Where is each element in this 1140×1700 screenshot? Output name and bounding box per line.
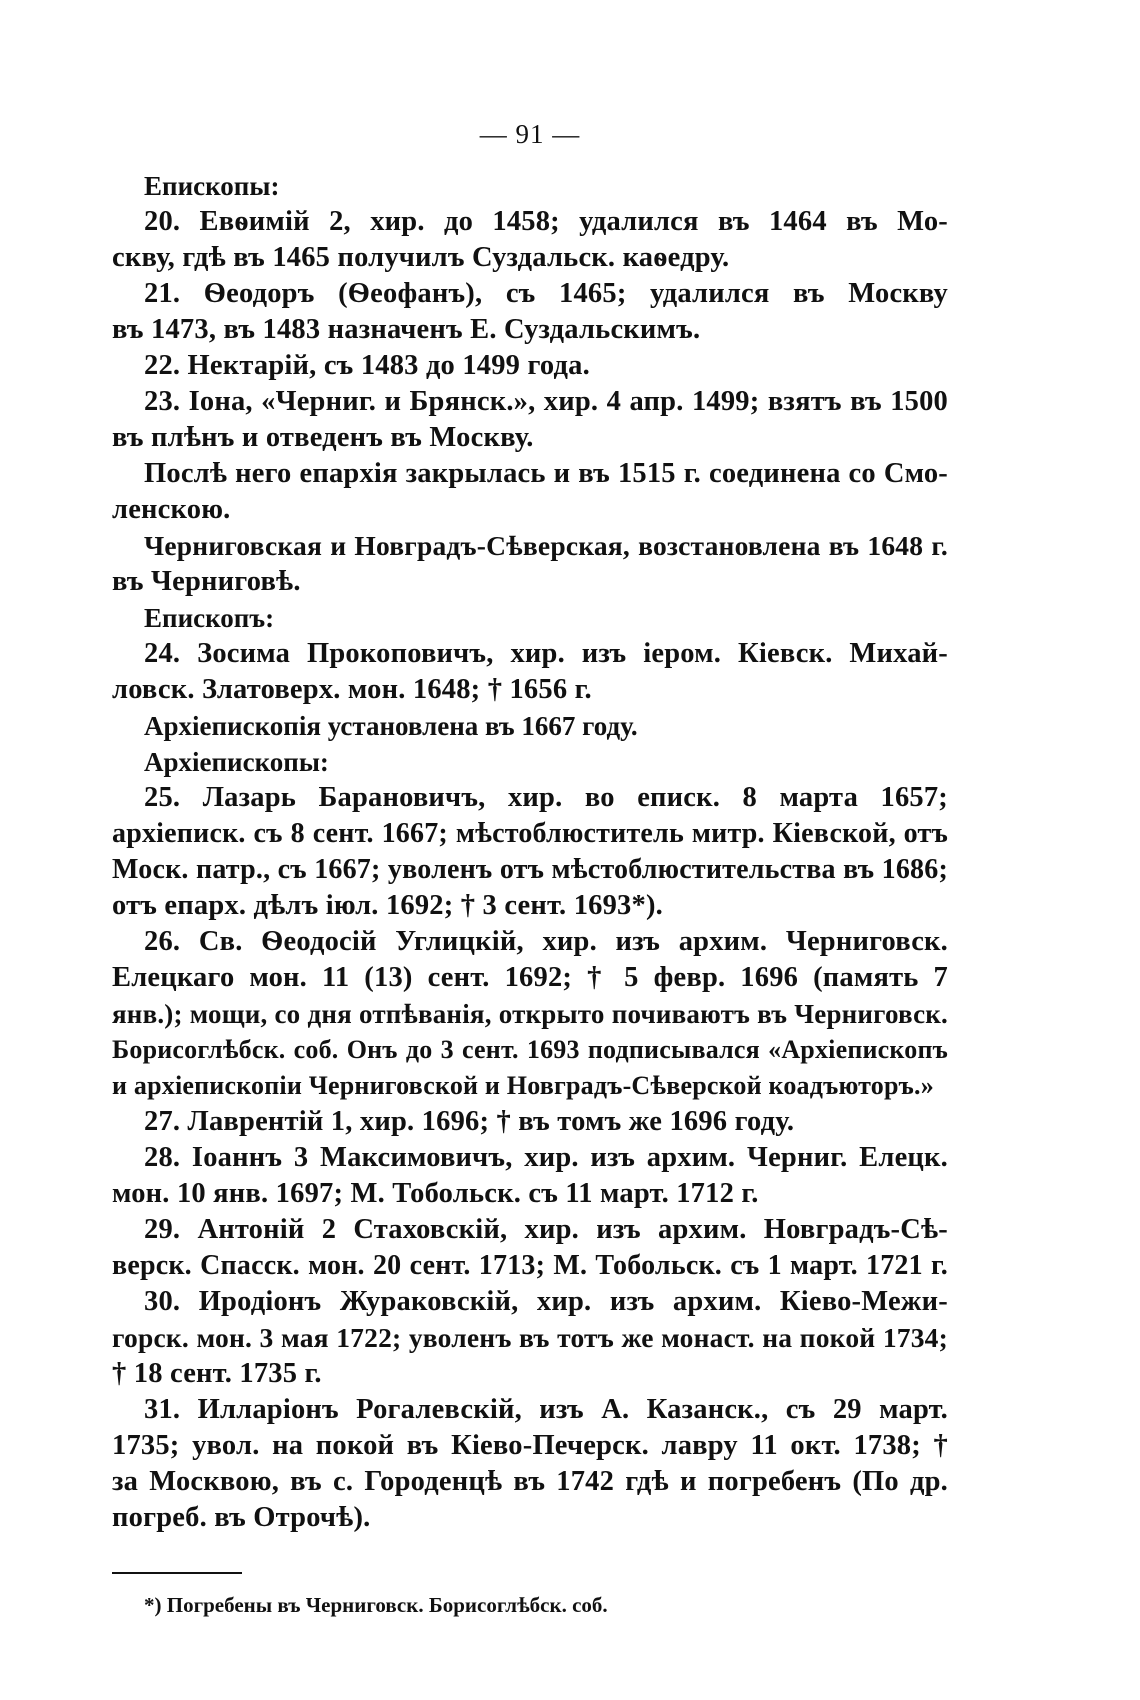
entry-31-line-3: за Москвою, въ с. Городенцѣ въ 1742 гдѣ и погребенъ (По др. [112,1466,948,1497]
entry-26-line-5: и архіепископіи Черниговской и Новградъ-Сѣверской коадъюторъ.» [112,1071,934,1100]
entry-20-line-2: скву, гдѣ въ 1465 получилъ Суздальск. каѳедру. [112,242,730,273]
entry-22-line-1: 22. Нектарій, съ 1483 до 1499 года. [144,350,590,381]
entry-24-line-1: 24. Зосима Прокоповичъ, хир. изъ іером. Кіевск. Михай- [144,638,948,669]
note-diocese-closed-line-1: Послѣ него епархія закрылась и въ 1515 г. соединена со Смо- [144,458,948,489]
entry-25-line-2: архіеписк. съ 8 сент. 1667; мѣстоблюститель митр. Кіевской, отъ [112,818,948,849]
entry-30-line-3: † 18 сент. 1735 г. [112,1358,322,1389]
entry-26-line-4: Борисоглѣбск. соб. Онъ до 3 сент. 1693 подписывался «Архіепископъ [112,1035,948,1064]
entry-29-line-2: верск. Спасск. мон. 20 сент. 1713; М. Тобольск. съ 1 март. 1721 г. [112,1250,948,1281]
note-archdiocese-established: Архіепископія установлена въ 1667 году. [144,711,638,741]
entry-23-line-2: въ плѣнъ и отведенъ въ Москву. [112,422,534,453]
entry-26-line-2: Елецкаго мон. 11 (13) сент. 1692; † 5 февр. 1696 (память 7 [112,962,948,993]
entry-31-line-2: 1735; увол. на покой въ Кіево-Печерск. лавру 11 окт. 1738; † [112,1430,948,1461]
entry-21-line-2: въ 1473, въ 1483 назначенъ Е. Суздальскимъ. [112,314,701,345]
section-heading-bishops: Епископы: [144,171,280,201]
entry-25-line-3: Моск. патр., съ 1667; уволенъ отъ мѣстоблюстительства въ 1686; [112,854,948,885]
entry-26-line-1: 26. Св. Ѳеодосій Углицкій, хир. изъ архим. Черниговск. [144,926,948,957]
entry-30-line-2: горск. мон. 3 мая 1722; уволенъ въ тотъ же монаст. на покой 1734; [112,1322,948,1353]
note-chernigov-restored-line-1: Черниговская и Новградъ-Сѣверская, возстановлена въ 1648 г. [144,530,948,561]
section-heading-bishop: Епископъ: [144,603,275,633]
entry-20-line-1: 20. Евѳимій 2, хир. до 1458; удалился въ 1464 въ Мо- [144,206,948,237]
entry-27-line-1: 27. Лаврентій 1, хир. 1696; † въ томъ же 1696 году. [144,1106,795,1137]
footnote: *) Погребены въ Черниговск. Борисоглѣбск. соб. [144,1593,608,1617]
entry-25-line-1: 25. Лазарь Барановичъ, хир. во еписк. 8 марта 1657; [144,782,948,813]
footnote-divider [112,1572,242,1574]
entry-30-line-1: 30. Иродіонъ Жураковскій, хир. изъ архим. Кіево-Межи- [144,1286,948,1317]
entry-28-line-1: 28. Іоаннъ 3 Максимовичъ, хир. изъ архим. Черниг. Елецк. [144,1142,948,1173]
note-diocese-closed-line-2: ленскою. [112,494,231,525]
entry-26-line-3: янв.); мощи, со дня отпѣванія, открыто почиваютъ въ Черниговск. [112,999,948,1029]
entry-24-line-2: ловск. Златоверх. мон. 1648; † 1656 г. [112,674,592,705]
entry-25-line-4: отъ епарх. дѣлъ іюл. 1692; † 3 сент. 1693*). [112,890,663,921]
entry-23-line-1: 23. Іона, «Черниг. и Брянск.», хир. 4 апр. 1499; взятъ въ 1500 [144,386,948,417]
entry-31-line-1: 31. Илларіонъ Рогалевскій, изъ А. Казанск., съ 29 март. [144,1394,948,1425]
section-heading-archbishops: Архіепископы: [144,747,329,777]
note-chernigov-restored-line-2: въ Черниговѣ. [112,566,301,597]
page-number: — 91 — [479,119,581,149]
entry-28-line-2: мон. 10 янв. 1697; М. Тобольск. съ 11 март. 1712 г. [112,1178,759,1209]
entry-31-line-4: погреб. въ Отрочѣ). [112,1502,371,1533]
document-page [112,108,948,1620]
entry-21-line-1: 21. Ѳеодоръ (Ѳеофанъ), съ 1465; удалился въ Москву [144,278,948,309]
entry-29-line-1: 29. Антоній 2 Стаховскій, хир. изъ архим. Новградъ-Сѣ- [144,1214,948,1245]
